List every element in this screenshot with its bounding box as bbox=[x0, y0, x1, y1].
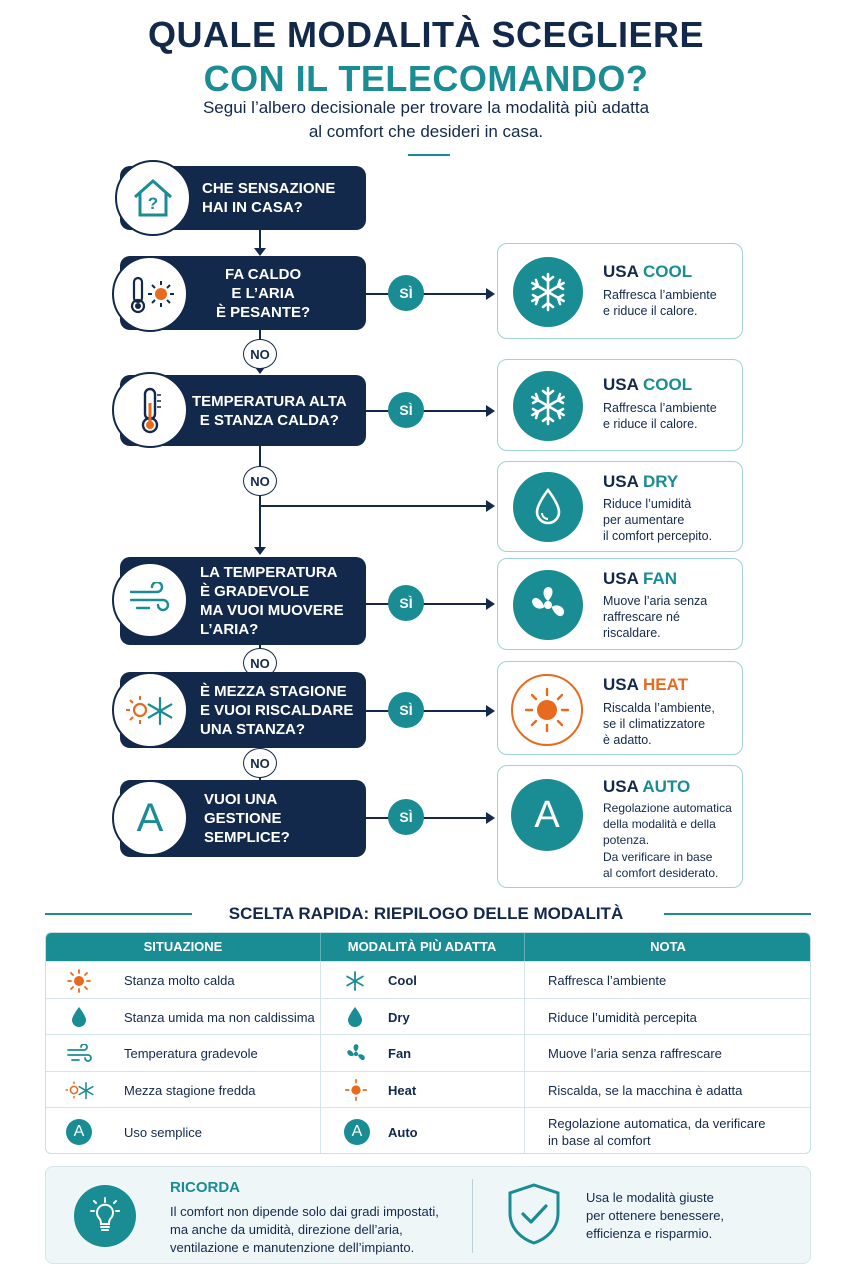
reminder-divider bbox=[472, 1179, 473, 1253]
sun-snow-icon bbox=[64, 1072, 96, 1108]
arrow-right-icon bbox=[486, 405, 495, 417]
result-heading: USA HEAT bbox=[603, 675, 689, 694]
yes-badge: SÌ bbox=[388, 392, 424, 428]
lightbulb-icon bbox=[74, 1185, 136, 1247]
auto-letter-icon: A bbox=[66, 1119, 92, 1145]
result-description: Riduce l’umidità per aumentare il comfort percepito. bbox=[603, 497, 713, 543]
result-heading: USA COOL bbox=[603, 375, 693, 394]
result-description: Riscalda l’ambiente, se il climatizzatore è adatto. bbox=[603, 701, 715, 747]
sun-icon bbox=[511, 674, 583, 746]
result-heading: USA COOL bbox=[603, 262, 693, 281]
drop-icon bbox=[513, 472, 583, 542]
arrow-right-icon bbox=[486, 500, 495, 512]
no-badge: NO bbox=[243, 339, 277, 369]
note-text: Raffresca l’ambiente bbox=[548, 973, 667, 988]
mode-text: Heat bbox=[388, 1082, 417, 1098]
snowflake-icon bbox=[513, 257, 583, 327]
connector bbox=[366, 817, 488, 819]
result-description: Raffresca l’ambiente e riduce il calore. bbox=[603, 401, 717, 431]
arrow-right-icon bbox=[486, 288, 495, 300]
connector bbox=[366, 293, 488, 295]
shield-check-icon bbox=[504, 1181, 564, 1252]
auto-letter-icon: A bbox=[344, 1119, 370, 1145]
table-row bbox=[46, 1107, 811, 1154]
note-text: Riduce l’umidità percepita bbox=[548, 1009, 697, 1025]
question-text-3: LA TEMPERATURA È GRADEVOLE MA VUOI MUOVERE L’ARIA? bbox=[200, 564, 344, 638]
connector bbox=[366, 603, 488, 605]
summary-title: SCELTA RAPIDA: RIEPILOGO DELLE MODALITÀ bbox=[228, 904, 624, 923]
wind-icon bbox=[66, 1035, 94, 1072]
sun-snow-icon bbox=[112, 672, 188, 748]
note-text: Riscalda, se la macchina è adatta bbox=[548, 1082, 743, 1098]
sun-icon bbox=[66, 962, 92, 999]
table-header bbox=[46, 933, 810, 961]
table-row bbox=[46, 1034, 811, 1071]
column-header: SITUAZIONE bbox=[143, 939, 223, 954]
question-text-5: VUOI UNA GESTIONE SEMPLICE? bbox=[204, 791, 290, 846]
start-question-text: CHE SENSAZIONE HAI IN CASA? bbox=[202, 180, 336, 216]
question-text-1: FA CALDO E L’ARIA È PESANTE? bbox=[216, 265, 311, 321]
yes-badge: SÌ bbox=[388, 692, 424, 728]
yes-badge: SÌ bbox=[388, 799, 424, 835]
arrow-down-icon bbox=[254, 248, 266, 256]
note-text: Regolazione automatica, da verificare in base al comfort bbox=[548, 1116, 766, 1148]
arrow-right-icon bbox=[486, 812, 495, 824]
page-title-line2: CON IL TELECOMANDO? bbox=[203, 58, 649, 99]
situation-text: Stanza umida ma non caldissima bbox=[124, 1009, 315, 1025]
thermometer-sun-icon bbox=[112, 256, 188, 332]
drop-icon bbox=[346, 999, 364, 1035]
connector bbox=[259, 230, 261, 250]
arrow-right-icon bbox=[486, 598, 495, 610]
result-description: Raffresca l’ambiente e riduce il calore. bbox=[603, 288, 717, 318]
column-header: NOTA bbox=[650, 939, 686, 954]
table-row bbox=[46, 961, 811, 998]
no-badge: NO bbox=[243, 466, 277, 496]
fan-icon bbox=[344, 1035, 368, 1072]
connector bbox=[259, 446, 261, 549]
auto-letter: A bbox=[534, 793, 560, 836]
page-title-line1: QUALE MODALITÀ SCEGLIERE bbox=[147, 14, 704, 55]
thermometer-icon bbox=[112, 372, 188, 448]
question-text-2: TEMPERATURA ALTA E STANZA CALDA? bbox=[192, 392, 347, 429]
table-row bbox=[46, 998, 811, 1034]
reminder-text: Il comfort non dipende solo dai gradi impostati, ma anche da umidità, direzione dell’aria, ventilazione e manutenzione dell’impianto. bbox=[170, 1204, 439, 1255]
reminder-box bbox=[45, 1166, 811, 1264]
house-question-icon bbox=[115, 160, 191, 236]
snowflake-icon bbox=[344, 962, 366, 999]
subtitle-line1: Segui l’albero decisionale per trovare la modalità più adatta bbox=[202, 98, 650, 117]
auto-letter: A bbox=[136, 795, 164, 840]
connector bbox=[259, 505, 487, 507]
situation-text: Uso semplice bbox=[124, 1124, 203, 1140]
reminder-side-text: Usa le modalità giuste per ottenere benessere, efficienza e risparmio. bbox=[586, 1190, 725, 1241]
mode-text: Auto bbox=[388, 1124, 418, 1140]
column-header: MODALITÀ PIÙ ADATTA bbox=[347, 939, 497, 954]
situation-text: Stanza molto calda bbox=[124, 973, 235, 988]
subtitle-line2: al comfort che desideri in casa. bbox=[308, 122, 544, 141]
table-row bbox=[46, 1071, 811, 1107]
auto-letter-icon bbox=[511, 779, 583, 851]
connector bbox=[366, 710, 488, 712]
no-badge: NO bbox=[243, 648, 277, 678]
mode-text: Fan bbox=[388, 1046, 412, 1061]
result-description: Muove l’aria senza raffrescare né riscaldare. bbox=[603, 594, 708, 640]
result-description: Regolazione automatica della modalità e della potenza. Da verificare in base al comfort desiderato. bbox=[603, 801, 732, 880]
snowflake-icon bbox=[513, 371, 583, 441]
sun-icon bbox=[344, 1072, 368, 1108]
result-heading: USA DRY bbox=[603, 472, 679, 491]
fan-icon bbox=[513, 570, 583, 640]
question-text-4: È MEZZA STAGIONE E VUOI RISCALDARE UNA STANZA? bbox=[200, 682, 354, 738]
no-badge: NO bbox=[243, 748, 277, 778]
wind-icon bbox=[112, 562, 188, 638]
result-heading: USA FAN bbox=[603, 569, 677, 588]
summary-table bbox=[45, 932, 811, 1154]
title-divider bbox=[408, 154, 450, 156]
reminder-title: RICORDA bbox=[170, 1179, 240, 1196]
arrow-down-icon bbox=[254, 547, 266, 555]
drop-icon bbox=[70, 999, 88, 1035]
yes-badge: SÌ bbox=[388, 275, 424, 311]
connector bbox=[366, 410, 488, 412]
situation-text: Temperatura gradevole bbox=[124, 1046, 258, 1061]
arrow-right-icon bbox=[486, 705, 495, 717]
svg-text:?: ? bbox=[147, 194, 159, 213]
mode-text: Dry bbox=[388, 1009, 410, 1025]
mode-text: Cool bbox=[388, 973, 417, 988]
note-text: Muove l’aria senza raffrescare bbox=[548, 1046, 722, 1061]
result-heading: USA AUTO bbox=[603, 777, 691, 796]
auto-letter-icon bbox=[112, 780, 188, 856]
yes-badge: SÌ bbox=[388, 585, 424, 621]
situation-text: Mezza stagione fredda bbox=[124, 1082, 256, 1098]
